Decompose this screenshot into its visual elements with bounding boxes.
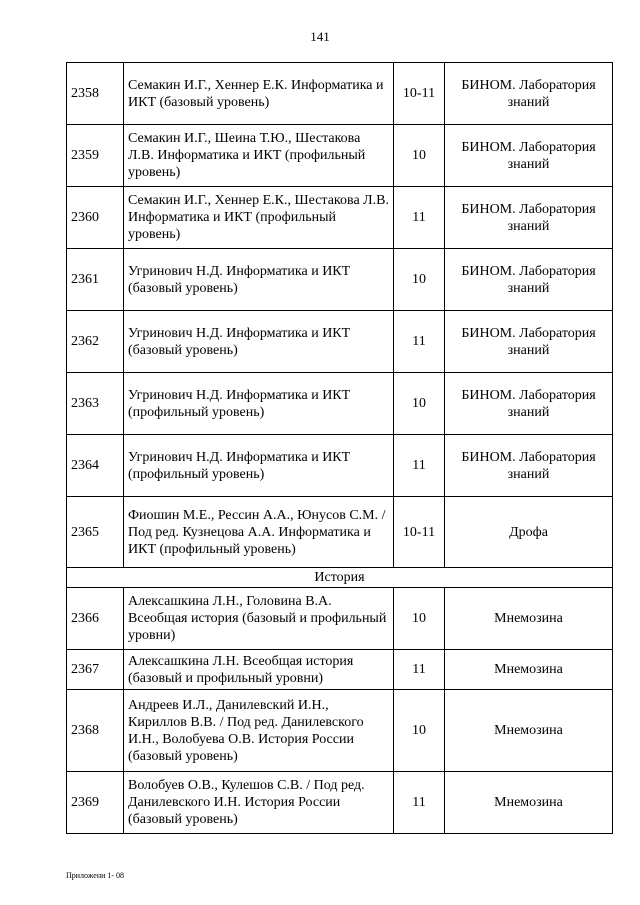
row-title: Семакин И.Г., Шеина Т.Ю., Шестакова Л.В. Информатика и ИКТ (профильный уровень) xyxy=(124,125,394,187)
row-number: 2369 xyxy=(67,772,124,834)
row-title: Алексашкина Л.Н., Головина В.А. Всеобщая история (базовый и профильный уровни) xyxy=(124,588,394,650)
row-publisher: Мнемозина xyxy=(445,650,613,690)
row-number: 2358 xyxy=(67,63,124,125)
row-number: 2363 xyxy=(67,373,124,435)
row-title: Алексашкина Л.Н. Всеобщая история (базовый и профильный уровни) xyxy=(124,650,394,690)
row-grade: 10 xyxy=(394,373,445,435)
table-row xyxy=(67,311,613,373)
row-grade: 11 xyxy=(394,187,445,249)
table-row xyxy=(67,650,613,690)
row-number: 2366 xyxy=(67,588,124,650)
row-grade: 11 xyxy=(394,435,445,497)
row-title: Угринович Н.Д. Информатика и ИКТ (базовый уровень) xyxy=(124,311,394,373)
section-title: История xyxy=(67,568,613,588)
row-publisher: БИНОМ. Лаборатория знаний xyxy=(445,187,613,249)
table-row xyxy=(67,125,613,187)
row-publisher: Дрофа xyxy=(445,497,613,568)
textbook-table xyxy=(66,62,613,834)
row-publisher: БИНОМ. Лаборатория знаний xyxy=(445,311,613,373)
row-grade: 10 xyxy=(394,690,445,772)
row-publisher: БИНОМ. Лаборатория знаний xyxy=(445,249,613,311)
row-number: 2364 xyxy=(67,435,124,497)
table-row xyxy=(67,63,613,125)
row-grade: 10-11 xyxy=(394,63,445,125)
table-row xyxy=(67,497,613,568)
row-grade: 10-11 xyxy=(394,497,445,568)
row-grade: 11 xyxy=(394,772,445,834)
row-grade: 11 xyxy=(394,650,445,690)
row-publisher: БИНОМ. Лаборатория знаний xyxy=(445,125,613,187)
row-title: Семакин И.Г., Хеннер Е.К., Шестакова Л.В. Информатика и ИКТ (профильный уровень) xyxy=(124,187,394,249)
table-row xyxy=(67,690,613,772)
table-row xyxy=(67,187,613,249)
row-publisher: БИНОМ. Лаборатория знаний xyxy=(445,373,613,435)
footer-note: Приложени 1- 08 xyxy=(66,871,125,880)
row-number: 2362 xyxy=(67,311,124,373)
row-title: Угринович Н.Д. Информатика и ИКТ (профильный уровень) xyxy=(124,373,394,435)
table-row xyxy=(67,435,613,497)
row-title: Угринович Н.Д. Информатика и ИКТ (профильный уровень) xyxy=(124,435,394,497)
row-number: 2367 xyxy=(67,650,124,690)
row-number: 2359 xyxy=(67,125,124,187)
row-grade: 11 xyxy=(394,311,445,373)
row-title: Волобуев О.В., Кулешов С.В. / Под ред. Данилевского И.Н. История России (базовый уровень) xyxy=(124,772,394,834)
row-title: Фиошин М.Е., Рессин А.А., Юнусов С.М. / Под ред. Кузнецова А.А. Информатика и ИКТ (профильный уровень) xyxy=(124,497,394,568)
row-grade: 10 xyxy=(394,249,445,311)
row-number: 2360 xyxy=(67,187,124,249)
row-number: 2368 xyxy=(67,690,124,772)
row-title: Андреев И.Л., Данилевский И.Н., Кириллов В.В. / Под ред. Данилевского И.Н., Волобуева О.В. История России (базовый уровень) xyxy=(124,690,394,772)
row-grade: 10 xyxy=(394,125,445,187)
row-grade: 10 xyxy=(394,588,445,650)
row-publisher: Мнемозина xyxy=(445,772,613,834)
row-publisher: Мнемозина xyxy=(445,588,613,650)
table-row xyxy=(67,588,613,650)
section-header-row xyxy=(67,568,613,588)
row-number: 2365 xyxy=(67,497,124,568)
row-publisher: БИНОМ. Лаборатория знаний xyxy=(445,63,613,125)
row-publisher: Мнемозина xyxy=(445,690,613,772)
page-number: 141 xyxy=(310,29,330,44)
row-number: 2361 xyxy=(67,249,124,311)
row-title: Семакин И.Г., Хеннер Е.К. Информатика и ИКТ (базовый уровень) xyxy=(124,63,394,125)
table-row xyxy=(67,249,613,311)
table-row xyxy=(67,373,613,435)
row-title: Угринович Н.Д. Информатика и ИКТ (базовый уровень) xyxy=(124,249,394,311)
table-row xyxy=(67,772,613,834)
row-publisher: БИНОМ. Лаборатория знаний xyxy=(445,435,613,497)
